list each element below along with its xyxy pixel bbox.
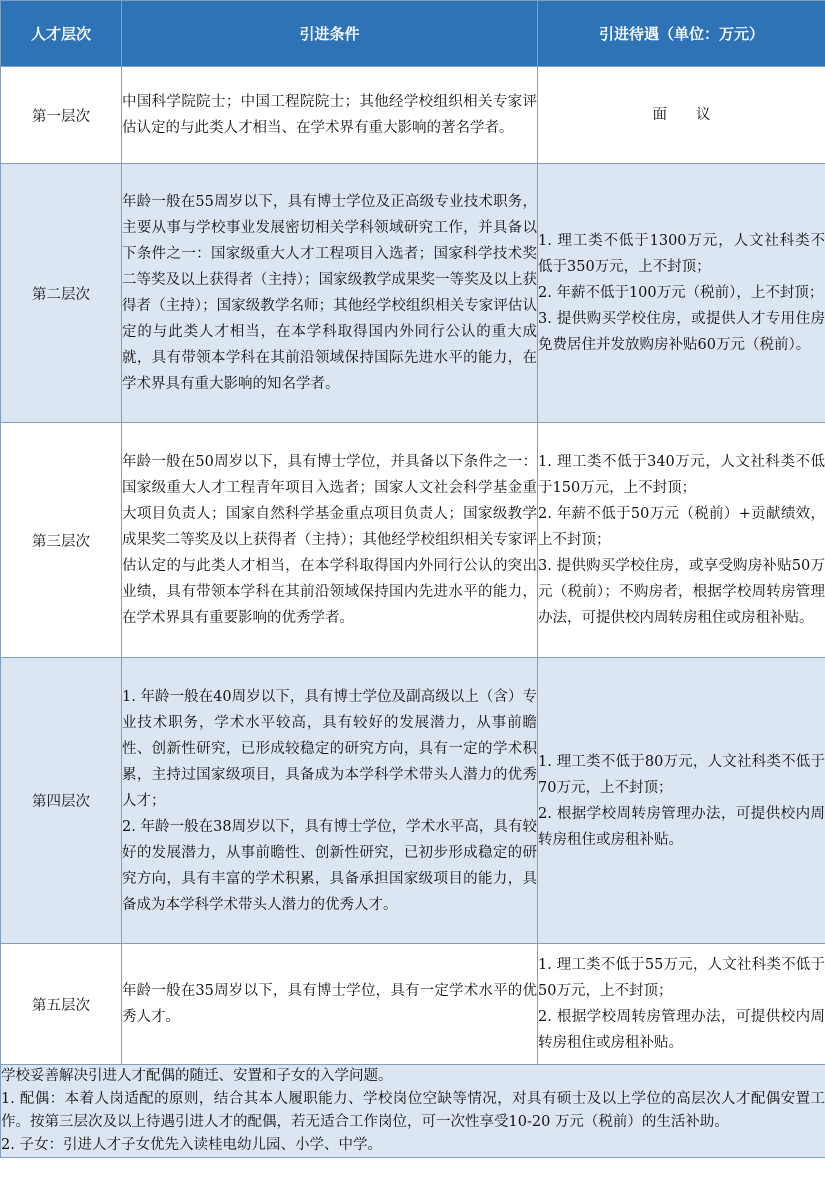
note-cell <box>1 1065 825 1158</box>
header-level: 人才层次 <box>1 1 122 67</box>
benefit-cell <box>538 658 825 944</box>
condition-cell <box>122 164 538 423</box>
note-row <box>1 1065 825 1158</box>
benefit-item: 2. 根据学校周转房管理办法，可提供校内周转房租住或房租补贴。 <box>538 1009 825 1051</box>
benefit-cell <box>538 164 825 423</box>
condition-item: 2. 年龄一般在38周岁以下，具有博士学位，学术水平高，具有较好的发展潜力，从事前瞻性、创新性研究，已初步形成稳定的研究方向，具有丰富的学术积累，具备承担国家级项目的能力，具备成为本学科学术带头人潜力的优秀人才。 <box>122 818 537 913</box>
condition-text: 年龄一般在35周岁以下，具有博士学位，具有一定学术水平的优秀人才。 <box>122 983 537 1025</box>
table-row <box>1 423 825 658</box>
benefit-item: 1. 理工类不低于340万元，人文社科类不低于150万元，上不封顶； <box>538 454 825 496</box>
benefit-item: 1. 理工类不低于80万元，人文社科类不低于70万元，上不封顶； <box>538 753 825 796</box>
benefit-cell <box>538 67 825 164</box>
condition-cell <box>122 423 538 658</box>
condition-text: 年龄一般在50周岁以下，具有博士学位，并具备以下条件之一：国家级重大人才工程青年项目入选者；国家人文社会科学基金重大项目负责人；国家自然科学基金重点项目负责人；国家级教学成果奖二等奖及以上获得者（主持）；其他经学校组织相关专家评估认定的与此类人才相当，在本学科取得国内外同行公认的突出业绩，具有带领本学科在其前沿领域保持国内先进水平的能力，在学术界具有重要影响的优秀学者。 <box>122 454 537 626</box>
benefit-item: 2. 根据学校周转房管理办法，可提供校内周转房租住或房租补贴。 <box>538 805 825 848</box>
benefit-item: 2. 年薪不低于50万元（税前）+贡献绩效，上不封顶； <box>538 506 825 548</box>
benefit-item: 3. 提供购买学校住房，或提供人才专用住房免费居住并发放购房补贴60万元（税前）。 <box>538 311 825 353</box>
benefit-item: 1. 理工类不低于55万元，人文社科类不低于50万元，上不封顶； <box>538 957 825 999</box>
table-row <box>1 67 825 164</box>
benefit-cell <box>538 944 825 1065</box>
condition-cell <box>122 658 538 944</box>
benefit-item: 1. 理工类不低于1300万元，人文社科类不低于350万元，上不封顶； <box>538 233 825 275</box>
level-cell: 第三层次 <box>1 423 122 658</box>
level-cell: 第四层次 <box>1 658 122 944</box>
condition-cell <box>122 67 538 164</box>
table-row <box>1 164 825 423</box>
level-cell: 第二层次 <box>1 164 122 423</box>
benefit-text: 面 议 <box>652 107 711 123</box>
note-line: 1. 配偶：本着人岗适配的原则，结合其本人履职能力、学校岗位空缺等情况，对具有硕士及以上学位的高层次人才配偶安置工作。按第三层次及以上待遇引进人才的配偶，若无适合工作岗位，可一次性享受10-20 万元（税前）的生活补助。 <box>1 1091 825 1130</box>
condition-item: 1. 年龄一般在40周岁以下，具有博士学位及副高级以上（含）专业技术职务，学术水平较高，具有较好的发展潜力，从事前瞻性、创新性研究，已形成较稳定的研究方向，具有一定的学术积累，主持过国家级项目，具备成为本学科学术带头人潜力的优秀人才； <box>122 688 537 809</box>
level-cell: 第五层次 <box>1 944 122 1065</box>
benefit-item: 2. 年薪不低于100万元（税前），上不封顶； <box>538 285 824 301</box>
table-row <box>1 944 825 1065</box>
condition-text: 中国科学院院士；中国工程院院士；其他经学校组织相关专家评估认定的与此类人才相当、在学术界有重大影响的著名学者。 <box>122 94 537 136</box>
benefit-item: 3. 提供购买学校住房，或享受购房补贴50万元（税前）；不购房者，根据学校周转房管理办法，可提供校内周转房租住或房租补贴。 <box>538 558 825 626</box>
condition-cell <box>122 944 538 1065</box>
condition-text: 年龄一般在55周岁以下，具有博士学位及正高级专业技术职务，主要从事与学校事业发展密切相关学科领域研究工作，并具备以下条件之一：国家级重大人才工程项目入选者；国家科学技术奖二等奖及以上获得者（主持）；国家级教学成果奖一等奖及以上获得者（主持）；国家级教学名师；其他经学校组织相关专家评估认定的与此类人才相当，在本学科取得国内外同行公认的重大成就，具有带领本学科在其前沿领域保持国际先进水平的能力，在学术界具有重大影响的知名学者。 <box>122 194 537 392</box>
note-line: 2. 子女：引进人才子女优先入读桂电幼儿园、小学、中学。 <box>1 1137 382 1153</box>
benefit-cell <box>538 423 825 658</box>
header-benefit: 引进待遇（单位：万元） <box>538 1 825 67</box>
level-cell: 第一层次 <box>1 67 122 164</box>
table-row <box>1 658 825 944</box>
header-condition: 引进条件 <box>122 1 538 67</box>
note-line: 学校妥善解决引进人才配偶的随迁、安置和子女的入学问题。 <box>1 1068 393 1084</box>
